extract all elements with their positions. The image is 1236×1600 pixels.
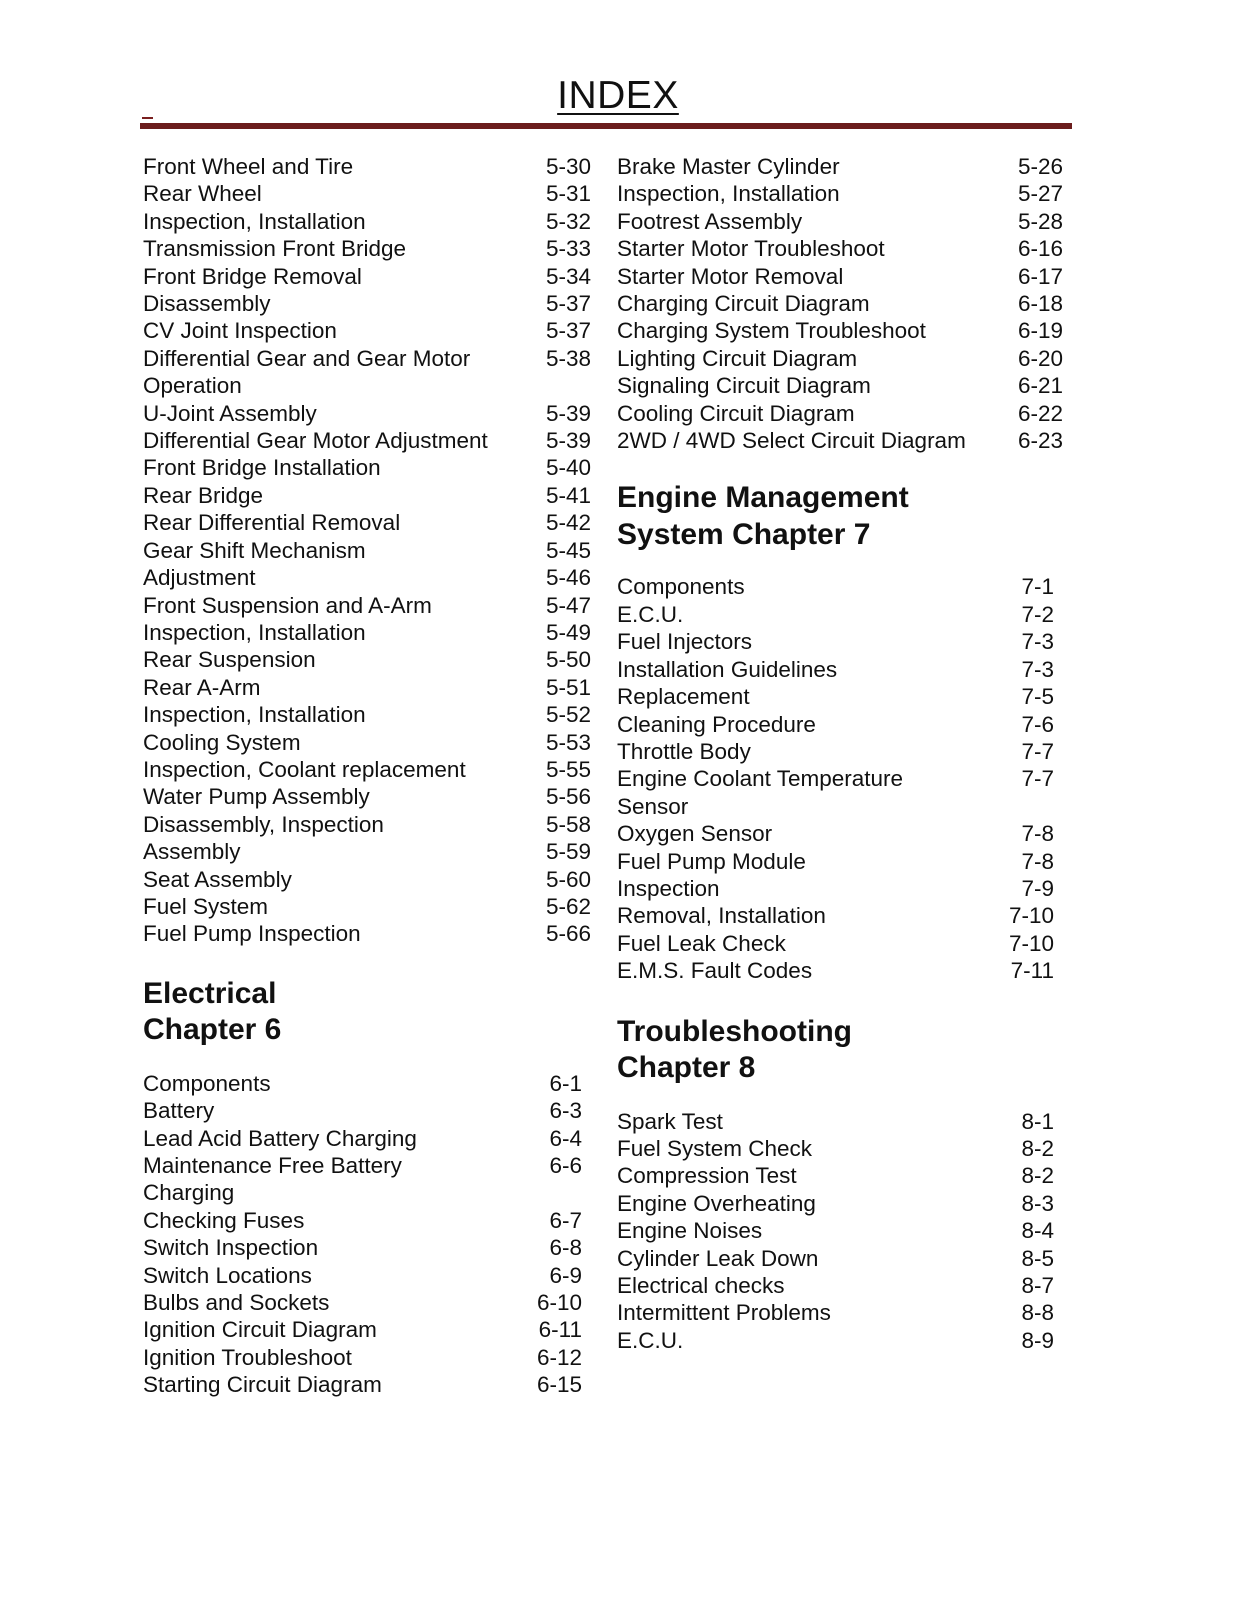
index-entry	[617, 628, 1063, 655]
index-entry-label: Footrest Assembly	[617, 208, 803, 234]
index-entry-label: Disassembly, Inspection	[143, 811, 384, 837]
index-entry-page: 5-62	[545, 893, 591, 919]
index-entry-page: 7-7	[1021, 738, 1054, 764]
index-entry-label: Fuel Injectors	[617, 629, 753, 655]
index-entry-label: Charging System Troubleshoot	[617, 318, 926, 344]
header-dash	[142, 117, 153, 119]
index-entry-page: 8-5	[1021, 1245, 1054, 1271]
index-entry	[617, 1245, 1063, 1272]
index-entry	[617, 263, 1063, 290]
index-entry-label: Intermittent Problems	[617, 1300, 831, 1326]
index-entry-label: Starter Motor Removal	[617, 263, 844, 289]
index-entry	[143, 482, 591, 509]
index-entry	[143, 783, 591, 810]
index-entry-page: 5-47	[545, 592, 591, 618]
index-entry-label: Rear Wheel	[143, 181, 262, 207]
index-entry-label: Maintenance Free Battery Charging	[143, 1153, 402, 1206]
index-entry-label: U-Joint Assembly	[143, 400, 317, 426]
index-entry-label: Engine Coolant Temperature Sensor	[617, 766, 904, 819]
index-entry-label: Components	[143, 1070, 271, 1096]
index-entry	[143, 701, 591, 728]
index-entry-label: Cooling Circuit Diagram	[617, 400, 855, 426]
index-entry-page: 8-4	[1021, 1218, 1054, 1244]
index-entry	[617, 372, 1063, 399]
index-entry	[143, 509, 591, 536]
index-entry-label: Spark Test	[617, 1108, 723, 1134]
index-entry-label: Components	[617, 574, 745, 600]
index-left-column	[143, 153, 591, 1399]
index-entry	[617, 180, 1063, 207]
index-entry-page: 7-3	[1021, 656, 1054, 682]
index-entry	[143, 1316, 591, 1343]
index-entry-label: Battery	[143, 1098, 215, 1124]
index-entry-page: 5-40	[545, 455, 591, 481]
index-entry-label: Inspection	[617, 875, 720, 901]
index-entry-label: Fuel System	[143, 893, 269, 919]
index-entry	[617, 875, 1063, 902]
index-entry-label: Lighting Circuit Diagram	[617, 345, 858, 371]
index-entry-label: Ignition Troubleshoot	[143, 1344, 352, 1370]
index-entry-label: Inspection, Coolant replacement	[143, 756, 466, 782]
index-entry	[143, 1125, 591, 1152]
index-entry-label: Starting Circuit Diagram	[143, 1372, 382, 1398]
index-entry-page: 6-10	[536, 1290, 582, 1316]
index-entry-page: 6-3	[549, 1098, 582, 1124]
index-entry-label: Rear A-Arm	[143, 674, 261, 700]
index-entry	[143, 811, 591, 838]
index-entry-page: 6-19	[1017, 318, 1063, 344]
index-entry	[143, 235, 591, 262]
index-list-chapter6	[143, 1070, 591, 1399]
index-entry	[143, 729, 591, 756]
index-entry-page: 8-2	[1021, 1163, 1054, 1189]
index-entry	[143, 674, 591, 701]
index-entry-page: 5-34	[545, 263, 591, 289]
index-entry-page: 6-7	[549, 1207, 582, 1233]
index-entry	[143, 290, 591, 317]
index-entry	[617, 235, 1063, 262]
index-entry-label: Compression Test	[617, 1163, 797, 1189]
index-entry-page: 5-39	[545, 428, 591, 454]
chapter6-heading: Electrical Chapter 6	[143, 976, 282, 1047]
index-entry-label: Water Pump Assembly	[143, 784, 370, 810]
index-entry-label: Cooling System	[143, 729, 301, 755]
index-entry	[143, 317, 591, 344]
index-list-chapter8	[617, 1108, 1063, 1355]
index-entry-label: Front Suspension and A-Arm	[143, 592, 432, 618]
index-entry	[143, 1371, 591, 1398]
index-entry-label: E.M.S. Fault Codes	[617, 958, 813, 984]
index-entry-label: Rear Suspension	[143, 647, 316, 673]
index-entry-page: 5-31	[545, 181, 591, 207]
index-entry-label: Checking Fuses	[143, 1207, 305, 1233]
index-entry-page: 6-4	[549, 1125, 582, 1151]
index-entry-page: 5-27	[1017, 181, 1063, 207]
index-entry-label: Fuel Pump Inspection	[143, 921, 361, 947]
index-entry	[143, 756, 591, 783]
index-entry-page: 5-66	[545, 921, 591, 947]
index-entry	[143, 153, 591, 180]
index-entry	[617, 1299, 1063, 1326]
index-entry-label: Front Wheel and Tire	[143, 154, 354, 179]
index-entry-page: 6-22	[1017, 400, 1063, 426]
index-entry-page: 5-37	[545, 318, 591, 344]
index-entry	[143, 345, 591, 400]
index-entry	[617, 1108, 1063, 1135]
page-title: INDEX	[557, 74, 679, 117]
index-entry	[617, 765, 1063, 820]
index-entry-page: 7-10	[1008, 903, 1054, 929]
index-entry-page: 5-58	[545, 811, 591, 837]
index-entry-page: 7-2	[1021, 601, 1054, 627]
index-entry	[617, 1272, 1063, 1299]
index-entry	[617, 656, 1063, 683]
index-entry	[617, 317, 1063, 344]
index-entry-label: Rear Bridge	[143, 482, 264, 508]
index-entry-page: 7-8	[1021, 821, 1054, 847]
index-entry-label: Assembly	[143, 839, 241, 865]
index-entry-page: 6-6	[549, 1153, 582, 1178]
index-entry-page: 6-20	[1017, 345, 1063, 371]
index-entry	[617, 957, 1063, 984]
index-entry-label: Bulbs and Sockets	[143, 1290, 330, 1316]
index-entry-page: 5-49	[545, 619, 591, 645]
index-entry-label: Cylinder Leak Down	[617, 1245, 819, 1271]
index-entry-label: E.C.U.	[617, 1327, 684, 1353]
index-entry-page: 7-7	[1021, 766, 1054, 792]
index-entry-page: 5-45	[545, 537, 591, 563]
index-entry-page: 6-17	[1017, 263, 1063, 289]
index-entry-label: Installation Guidelines	[617, 656, 838, 682]
index-entry	[617, 400, 1063, 427]
index-entry-page: 7-3	[1021, 629, 1054, 655]
index-entry-page: 5-50	[545, 647, 591, 673]
index-entry-label: Seat Assembly	[143, 866, 292, 892]
chapter8-heading: Troubleshooting Chapter 8	[617, 1014, 852, 1085]
index-entry-page: 5-28	[1017, 208, 1063, 234]
index-entry-label: Inspection, Installation	[143, 702, 366, 728]
index-entry-page: 5-55	[545, 756, 591, 782]
index-entry-page: 5-37	[545, 291, 591, 317]
index-entry-label: Charging Circuit Diagram	[617, 291, 870, 317]
index-entry	[143, 1152, 591, 1207]
index-entry-page: 7-5	[1021, 684, 1054, 710]
index-entry-label: Disassembly	[143, 291, 271, 317]
index-entry-label: Fuel Leak Check	[617, 930, 786, 956]
index-entry-page: 8-1	[1021, 1108, 1054, 1134]
index-entry-page: 5-39	[545, 400, 591, 426]
index-entry-label: Replacement	[617, 684, 750, 710]
index-entry-page: 5-46	[545, 565, 591, 591]
index-list-chapter5	[143, 153, 591, 948]
index-entry-page: 7-6	[1021, 711, 1054, 737]
index-entry	[143, 1344, 591, 1371]
index-entry-page: 6-21	[1017, 373, 1063, 399]
index-entry	[143, 1207, 591, 1234]
index-entry-page: 6-8	[549, 1235, 582, 1261]
index-entry-label: Throttle Body	[617, 738, 751, 764]
index-entry-page: 5-59	[545, 839, 591, 865]
index-entry-label: Switch Locations	[143, 1262, 312, 1288]
index-entry-page: 5-33	[545, 236, 591, 262]
index-entry	[143, 180, 591, 207]
index-entry	[143, 1289, 591, 1316]
index-entry-page: 7-9	[1021, 875, 1054, 901]
index-entry-label: Ignition Circuit Diagram	[143, 1317, 377, 1343]
index-entry-page: 7-8	[1021, 848, 1054, 874]
index-entry-page: 6-9	[549, 1262, 582, 1288]
index-entry-page: 5-26	[1017, 154, 1063, 179]
index-entry-page: 5-53	[545, 729, 591, 755]
index-entry-label: 2WD / 4WD Select Circuit Diagram	[617, 428, 966, 454]
index-entry	[617, 1217, 1063, 1244]
index-entry	[143, 866, 591, 893]
index-entry	[143, 454, 591, 481]
index-entry	[143, 1070, 591, 1097]
index-entry	[617, 601, 1063, 628]
index-entry-label: Inspection, Installation	[617, 181, 840, 207]
index-entry-page: 7-10	[1008, 930, 1054, 956]
index-entry-page: 5-41	[545, 482, 591, 508]
index-entry-label: Electrical checks	[617, 1273, 785, 1298]
index-entry	[617, 820, 1063, 847]
index-entry	[617, 1327, 1063, 1354]
index-entry	[143, 592, 591, 619]
index-entry	[143, 920, 591, 947]
index-entry-label: Lead Acid Battery Charging	[143, 1125, 417, 1151]
index-entry-page: 6-23	[1017, 428, 1063, 454]
index-entry	[143, 427, 591, 454]
index-entry-page: 6-11	[538, 1317, 582, 1343]
index-entry	[143, 208, 591, 235]
index-entry	[143, 1097, 591, 1124]
index-entry-label: Fuel System Check	[617, 1135, 813, 1161]
index-entry-label: Oxygen Sensor	[617, 821, 773, 847]
index-entry-label: Front Bridge Removal	[143, 263, 362, 289]
index-entry-label: Inspection, Installation	[143, 619, 366, 645]
index-entry	[143, 838, 591, 865]
index-entry	[617, 711, 1063, 738]
index-entry	[143, 646, 591, 673]
index-entry	[617, 1135, 1063, 1162]
index-entry	[617, 848, 1063, 875]
index-entry-label: Transmission Front Bridge	[143, 236, 407, 262]
index-entry-page: 6-15	[536, 1372, 582, 1398]
index-entry	[617, 1162, 1063, 1189]
index-entry	[143, 537, 591, 564]
index-entry-label: Adjustment	[143, 565, 256, 591]
index-entry-page: 6-12	[536, 1344, 582, 1370]
index-right-column	[617, 153, 1063, 1354]
index-entry-page: 5-42	[545, 510, 591, 536]
index-entry-page: 8-3	[1021, 1190, 1054, 1216]
index-entry-label: Signaling Circuit Diagram	[617, 373, 871, 399]
index-entry-page: 5-51	[545, 674, 591, 700]
index-entry-page: 5-52	[545, 702, 591, 728]
index-entry-page: 6-18	[1017, 291, 1063, 317]
index-entry	[143, 1234, 591, 1261]
index-entry	[617, 427, 1063, 454]
index-entry-label: Switch Inspection	[143, 1235, 319, 1261]
index-entry-label: Brake Master Cylinder	[617, 154, 840, 179]
index-entry-label: E.C.U.	[617, 601, 684, 627]
index-entry-page: 5-30	[545, 154, 591, 179]
header-rule	[140, 123, 1072, 129]
index-entry-label: Rear Differential Removal	[143, 510, 401, 536]
index-entry-page: 5-38	[545, 345, 591, 371]
index-entry-page: 8-9	[1021, 1327, 1054, 1353]
index-entry	[617, 683, 1063, 710]
index-entry	[143, 564, 591, 591]
index-entry	[617, 345, 1063, 372]
index-entry	[143, 893, 591, 920]
index-entry	[617, 902, 1063, 929]
index-entry	[617, 208, 1063, 235]
index-entry-label: Engine Overheating	[617, 1190, 816, 1216]
index-list-chapter7	[617, 573, 1063, 984]
index-entry-page: 7-11	[1010, 958, 1054, 984]
index-entry-page: 5-60	[545, 866, 591, 892]
index-entry-page: 8-2	[1021, 1135, 1054, 1161]
index-entry-page: 7-1	[1021, 574, 1054, 600]
index-entry-label: Engine Noises	[617, 1218, 763, 1244]
index-entry-label: Differential Gear and Gear Motor Operation	[143, 345, 471, 399]
index-entry-label: Inspection, Installation	[143, 208, 366, 234]
index-entry-page: 8-7	[1021, 1273, 1054, 1298]
index-entry-page: 6-16	[1017, 236, 1063, 262]
index-entry	[143, 1262, 591, 1289]
index-entry-label: Removal, Installation	[617, 903, 826, 929]
index-entry	[143, 400, 591, 427]
chapter7-heading: Engine Management System Chapter 7	[617, 481, 909, 551]
index-entry-page: 8-8	[1021, 1300, 1054, 1326]
index-entry	[617, 290, 1063, 317]
index-entry	[617, 930, 1063, 957]
index-entry-label: Gear Shift Mechanism	[143, 537, 366, 563]
index-entry	[143, 263, 591, 290]
index-entry	[143, 619, 591, 646]
index-entry-page: 6-1	[549, 1070, 582, 1096]
index-entry-label: Cleaning Procedure	[617, 711, 816, 737]
index-entry-page: 5-56	[545, 784, 591, 810]
index-entry-label: Front Bridge Installation	[143, 455, 381, 481]
index-list-chapter6-continued	[617, 153, 1063, 454]
index-entry-page: 5-32	[545, 208, 591, 234]
index-entry-label: CV Joint Inspection	[143, 318, 337, 344]
index-entry	[617, 153, 1063, 180]
index-entry-label: Differential Gear Motor Adjustment	[143, 428, 488, 454]
index-entry	[617, 573, 1063, 600]
index-entry	[617, 1190, 1063, 1217]
index-entry-label: Fuel Pump Module	[617, 848, 806, 874]
index-entry	[617, 738, 1063, 765]
index-entry-label: Starter Motor Troubleshoot	[617, 236, 885, 262]
